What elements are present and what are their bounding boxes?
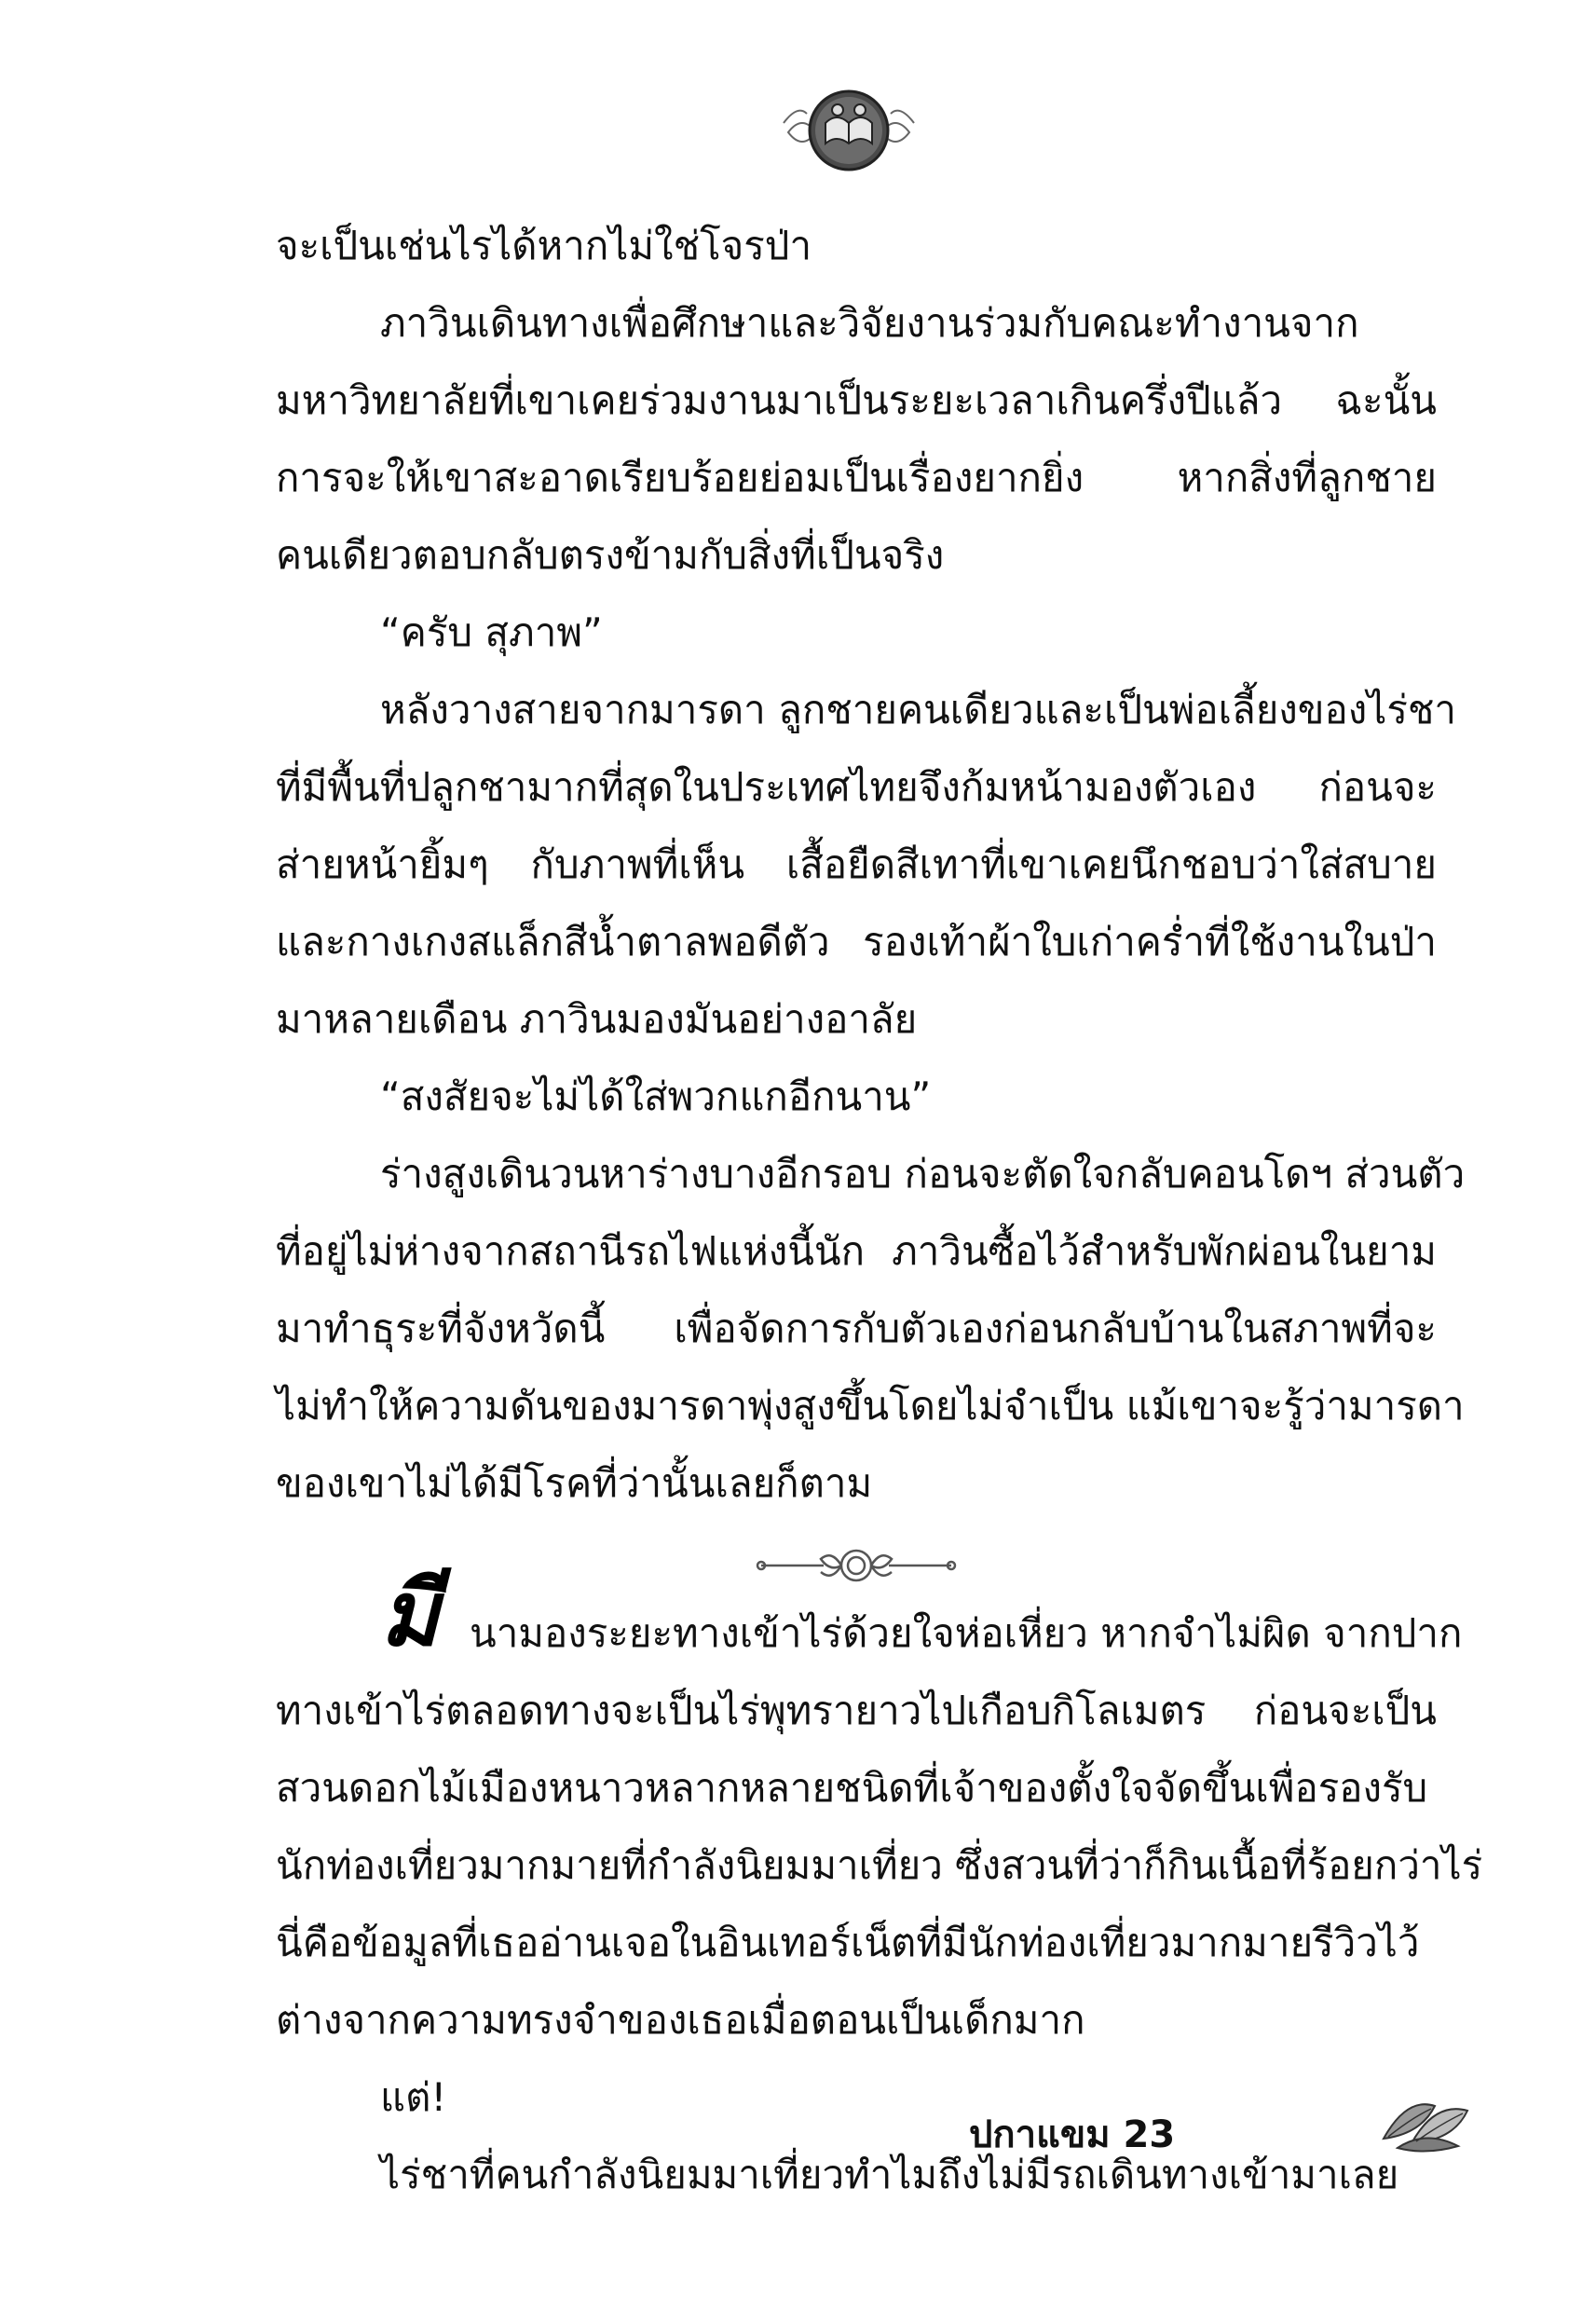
text-line: ของเขาไม่ได้มีโรคที่ว่านั้นเลยก็ตาม [276,1460,873,1506]
text-line: นี่คือข้อมูลที่เธออ่านเจอในอินเทอร์เน็ตที่มีนักท่องเที่ยวมากมายรีวิวไว้ [276,1920,1420,1965]
text-line: ภาวินเดินทางเพื่อศึกษาและวิจัยงานร่วมกับคณะทำงานจาก [380,300,1359,346]
text-line: แต่! [380,2074,447,2120]
text-line: ไม่ทำให้ความดันของมารดาพุ่งสูงขึ้นโดยไม่จำเป็น แม้เขาจะรู้ว่ามารดา [276,1383,1465,1429]
scroll-ornament-icon [754,1537,959,1594]
text-line: “สงสัยจะไม่ได้ใส่พวกแกอีกนาน” [380,1073,932,1119]
text-line: ทางเข้าไร่ตลอดทางจะเป็นไร่พุทรายาวไปเกือบกิโลเมตร ก่อนจะเป็น [276,1688,1437,1733]
text-line: ต่างจากความทรงจำของเธอเมื่อตอนเป็นเด็กมาก [276,1997,1085,2043]
text-line: นักท่องเที่ยวมากมายที่กำลังนิยมมาเที่ยว ซึ่งสวนที่ว่าก็กินเนื้อที่ร้อยกว่าไร่ [276,1842,1483,1888]
text-line: ร่างสูงเดินวนหาร่างบางอีกรอบ ก่อนจะตัดใจกลับคอนโดฯ ส่วนตัว [380,1151,1466,1197]
text-line: การจะให้เขาสะอาดเรียบร้อยย่อมเป็นเรื่องยากยิ่ง หากสิ่งที่ลูกชาย [276,455,1437,500]
text-line: นามองระยะทางเข้าไร่ด้วยใจห่อเหี่ยว หากจำไม่ผิด จากปาก [470,1610,1463,1656]
text-line: จะเป็นเช่นไรได้หากไม่ใช่โจรป่า [276,223,812,268]
text-line: คนเดียวตอบกลับตรงข้ามกับสิ่งที่เป็นจริง [276,532,945,578]
dropcap: มี [380,1561,440,1666]
text-line: “ครับ สุภาพ” [380,609,603,655]
text-line: ที่มีพื้นที่ปลูกชามากที่สุดในประเทศไทยจึงก้มหน้ามองตัวเอง ก่อนจะ [276,764,1437,810]
tea-leaves-icon [1370,2083,1481,2157]
text-line: และกางเกงสแล็กสีน้ำตาลพอดีตัว รองเท้าผ้าใบเก่าคร่ำที่ใช้งานในป่า [276,919,1437,964]
page-footer: ปกาแขม 23 [969,2113,1176,2156]
text-line: มาทำธุระที่จังหวัดนี้ เพื่อจัดการกับตัวเองก่อนกลับบ้านในสภาพที่จะ [276,1306,1437,1351]
text-line: สวนดอกไม้เมืองหนาวหลากหลายชนิดที่เจ้าของตั้งใจจัดขึ้นเพื่อรองรับ [276,1765,1428,1811]
text-line: มาหลายเดือน ภาวินมองมันอย่างอาลัย [276,996,918,1042]
text-line: มหาวิทยาลัยที่เขาเคยร่วมงานมาเป็นระยะเวลาเกินครึ่งปีแล้ว ฉะนั้น [276,377,1437,423]
book-emblem-icon [779,58,919,198]
text-line: ส่ายหน้ายิ้มๆ กับภาพที่เห็น เสื้อยืดสีเทาที่เขาเคยนึกชอบว่าใส่สบาย [276,841,1437,887]
dropcap-paragraph-line [276,1561,1463,1672]
body-text [276,207,1483,2213]
text-line: ที่อยู่ไม่ห่างจากสถานีรถไฟแห่งนี้นัก ภาวินซื้อไว้สำหรับพักผ่อนในยาม [276,1228,1437,1274]
text-line: ไร่ชาที่คนกำลังนิยมมาเที่ยวทำไมถึงไม่มีรถเดินทางเข้ามาเลย [380,2152,1399,2197]
text-line: หลังวางสายจากมารดา ลูกชายคนเดียวและเป็นพ่อเลี้ยงของไร่ชา [380,687,1457,732]
